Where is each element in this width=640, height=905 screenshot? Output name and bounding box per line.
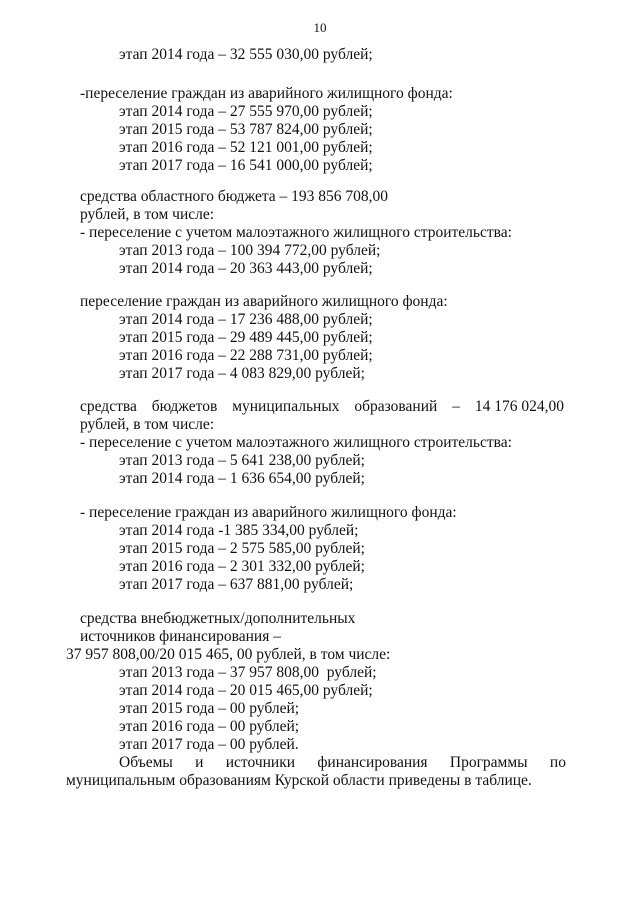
word: Программы — [449, 754, 528, 771]
word: образований — [354, 398, 438, 415]
text-line: - переселение с учетом малоэтажного жилищного строительства: — [80, 434, 512, 451]
text-line: муниципальным образованиям Курской области приведены в таблице. — [66, 772, 532, 789]
text-line: этап 2013 года – 5 641 238,00 рублей; — [119, 452, 365, 469]
text-line: этап 2015 года – 29 489 445,00 рублей; — [119, 329, 373, 346]
text-line: этап 2013 года – 100 394 772,00 рублей; — [119, 242, 381, 259]
text-line: этап 2016 года – 2 301 332,00 рублей; — [119, 558, 365, 575]
word: Объемы — [119, 754, 173, 771]
text-line: этап 2014 года – 32 555 030,00 рублей; — [119, 46, 373, 63]
justified-line — [80, 398, 564, 416]
justified-line — [119, 754, 566, 772]
word: бюджетов — [151, 398, 218, 415]
text-line: этап 2017 года – 637 881,00 рублей; — [119, 576, 354, 593]
text-line: -переселение граждан из аварийного жилищного фонда: — [80, 85, 453, 102]
text-line: этап 2016 года – 52 121 001,00 рублей; — [119, 139, 373, 156]
text-line: - переселение граждан из аварийного жилищного фонда: — [80, 504, 457, 521]
text-line: рублей, в том числе: — [80, 206, 215, 223]
text-line: этап 2014 года – 20 015 465,00 рублей; — [119, 682, 373, 699]
word: по — [549, 754, 566, 771]
text-line: этап 2015 года – 53 787 824,00 рублей; — [119, 121, 373, 138]
text-line: этап 2014 года – 20 363 443,00 рублей; — [119, 260, 373, 277]
text-line: этап 2017 года – 16 541 000,00 рублей; — [119, 157, 373, 174]
text-line: этап 2017 года – 4 083 829,00 рублей; — [119, 365, 365, 382]
word: муниципальных — [232, 398, 340, 415]
word: 14 176 024,00 — [474, 398, 564, 415]
text-line: этап 2014 года -1 385 334,00 рублей; — [119, 522, 359, 539]
text-line: этап 2014 года – 1 636 654,00 рублей; — [119, 470, 365, 487]
text-line: этап 2016 года – 22 288 731,00 рублей; — [119, 347, 373, 364]
word: финансирования — [317, 754, 428, 771]
text-line: этап 2013 года – 37 957 808,00 рублей; — [119, 664, 377, 681]
text-line: этап 2014 года – 27 555 970,00 рублей; — [119, 103, 373, 120]
text-line: этап 2014 года – 17 236 488,00 рублей; — [119, 311, 373, 328]
text-line: этап 2015 года – 00 рублей; — [119, 700, 300, 717]
text-line: 37 957 808,00/20 015 465, 00 рублей, в том числе: — [66, 646, 391, 663]
text-line: переселение граждан из аварийного жилищного фонда: — [80, 293, 448, 310]
text-line: источников финансирования – — [80, 628, 281, 645]
text-line: этап 2015 года – 2 575 585,00 рублей; — [119, 540, 365, 557]
word: и — [195, 754, 204, 771]
word: средства — [80, 398, 137, 415]
word: – — [452, 398, 460, 415]
text-line: рублей, в том числе: — [80, 416, 215, 433]
text-line: этап 2016 года – 00 рублей; — [119, 718, 300, 735]
text-line: - переселение с учетом малоэтажного жилищного строительства: — [80, 224, 512, 241]
text-line: этап 2017 года – 00 рублей. — [119, 736, 299, 753]
text-line: средства внебюджетных/дополнительных — [80, 610, 356, 627]
page-number: 10 — [313, 20, 327, 35]
word: источники — [225, 754, 296, 771]
text-line: средства областного бюджета – 193 856 708,00 — [80, 188, 389, 205]
